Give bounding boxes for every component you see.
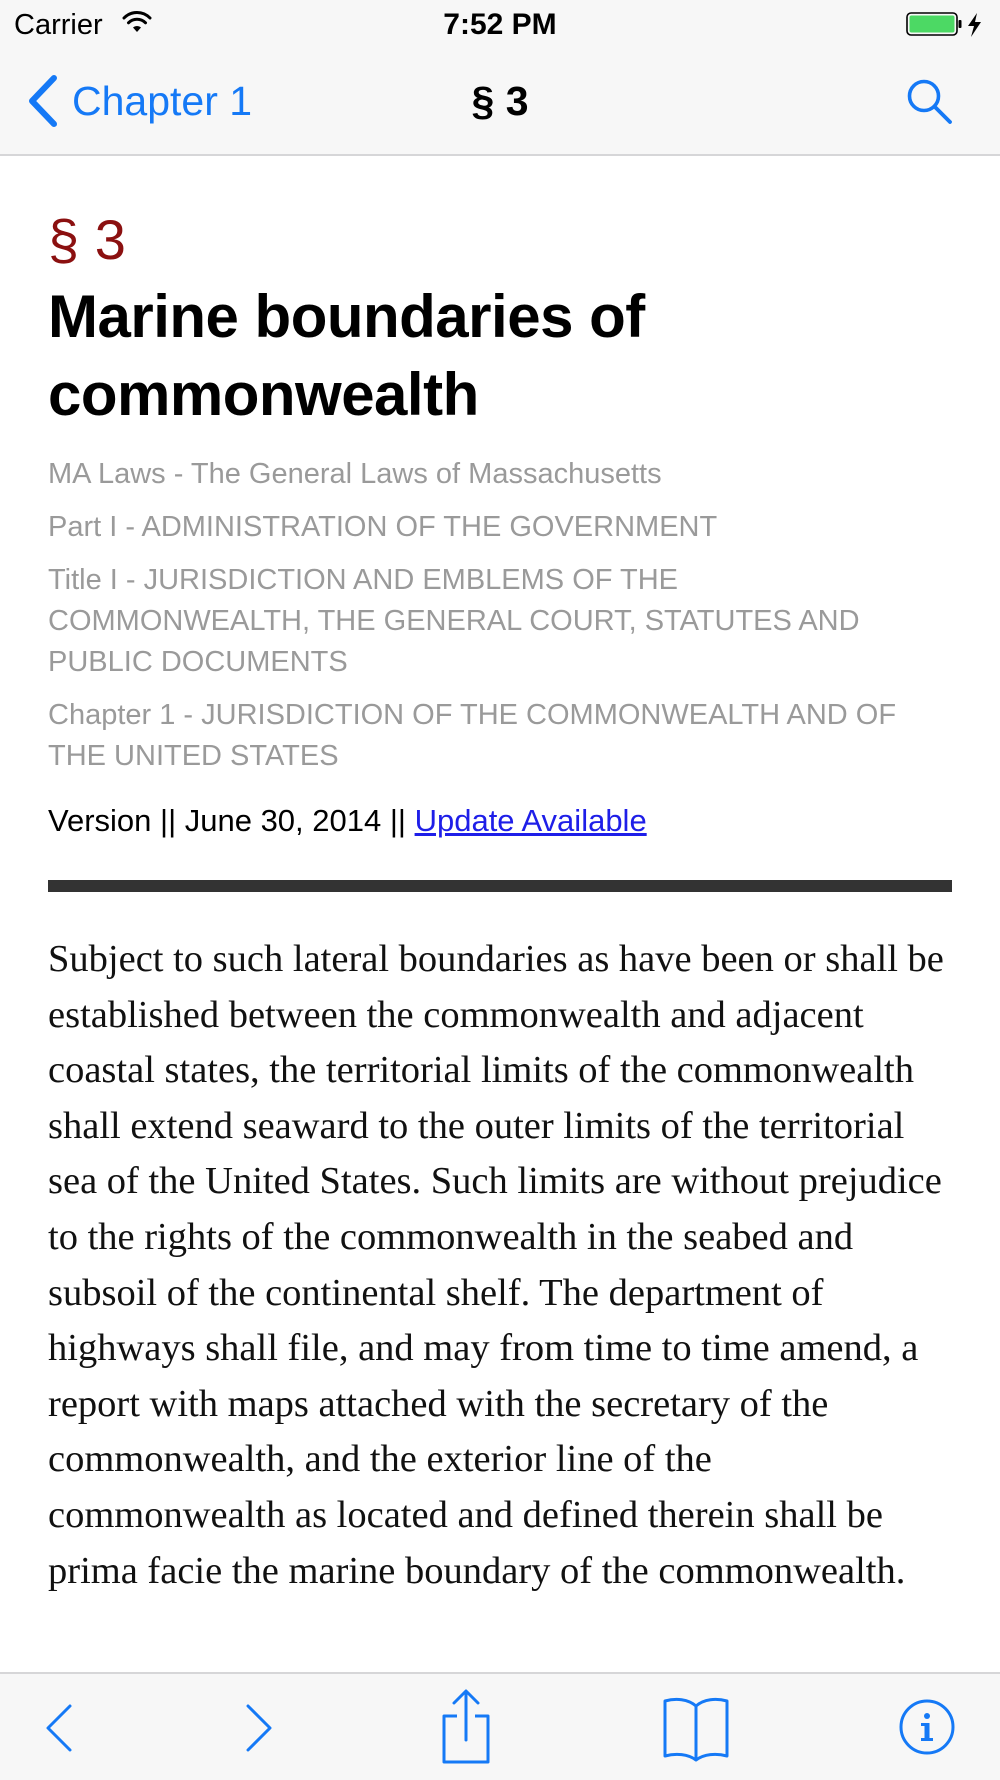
navigation-bar bbox=[0, 50, 1000, 156]
info-button[interactable] bbox=[898, 1698, 956, 1766]
breadcrumb-part: Part I - ADMINISTRATION OF THE GOVERNMENT bbox=[48, 511, 718, 543]
battery-charging-icon bbox=[906, 12, 988, 38]
status-time: 7:52 PM bbox=[443, 8, 557, 41]
carrier-label: Carrier bbox=[14, 9, 103, 41]
version-line bbox=[48, 801, 647, 841]
section-body-text: Subject to such lateral boundaries as have been or shall be established between the commonwealth and adjacent coastal states, the territorial limits of the commonwealth shall extend seaward to the outer limits of the territorial sea of the United States. Such limits are without prejudice to the rights of the commonwealth in the seabed and subsoil of the continental shelf. The department of highways shall file, and may from time to time amend, a report with maps attached with the secretary of the commonwealth, and the exterior line of the commonwealth as located and defined therein shall be prima facie the marine boundary of the commonwealth. bbox=[48, 938, 944, 1592]
share-icon bbox=[440, 1688, 492, 1764]
status-bar bbox=[0, 0, 1000, 50]
content-area[interactable] bbox=[0, 156, 1000, 1672]
nav-title: § 3 bbox=[471, 78, 529, 124]
next-section-button[interactable] bbox=[238, 1694, 278, 1762]
bookmarks-icon bbox=[662, 1696, 730, 1762]
version-text: Version || June 30, 2014 || bbox=[48, 803, 415, 838]
forward-arrow-icon bbox=[238, 1694, 278, 1762]
breadcrumb-laws: MA Laws - The General Laws of Massachusetts bbox=[48, 458, 662, 490]
previous-section-button[interactable] bbox=[40, 1694, 80, 1762]
update-available-link[interactable]: Update Available bbox=[414, 803, 647, 838]
hierarchy-breadcrumb bbox=[48, 454, 948, 789]
search-icon[interactable] bbox=[904, 76, 954, 126]
section-divider bbox=[48, 880, 952, 892]
back-button-label: Chapter 1 bbox=[72, 77, 253, 124]
section-title: Marine boundaries of commonwealth bbox=[48, 283, 645, 428]
back-arrow-icon bbox=[40, 1694, 80, 1762]
bookmarks-button[interactable] bbox=[662, 1696, 730, 1764]
bottom-toolbar bbox=[0, 1672, 1000, 1780]
info-icon bbox=[898, 1698, 956, 1756]
breadcrumb-title: Title I - JURISDICTION AND EMBLEMS OF THE COMMONWEALTH, THE GENERAL COURT, STATUTES AND PUBLIC DOCUMENTS bbox=[48, 564, 860, 678]
share-button[interactable] bbox=[440, 1688, 492, 1756]
section-number: § 3 bbox=[48, 208, 126, 271]
breadcrumb-chapter: Chapter 1 - JURISDICTION OF THE COMMONWEALTH AND OF THE UNITED STATES bbox=[48, 699, 897, 772]
